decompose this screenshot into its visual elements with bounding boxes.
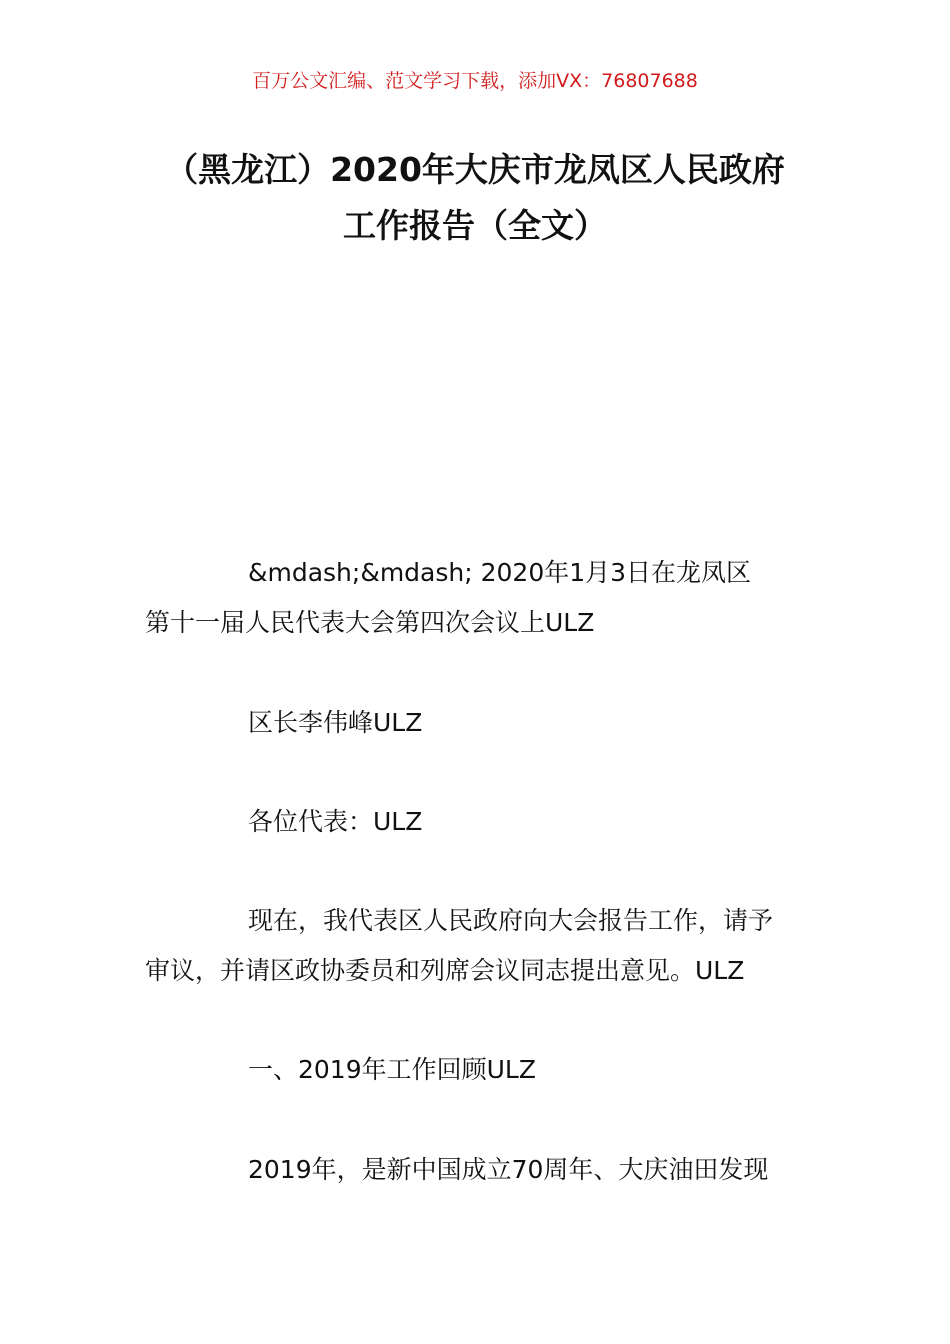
paragraph-line: &mdash;&mdash; 2020年1月3日在龙凤区 [248, 558, 752, 587]
paragraph-line: 第十一届人民代表大会第四次会议上ULZ [145, 608, 595, 637]
promo-header-note: 百万公文汇编、范文学习下载，添加VX：76807688 [252, 70, 698, 92]
paragraph-salutation [145, 797, 810, 847]
paragraph-line: 现在，我代表区人民政府向大会报告工作，请予 [248, 906, 774, 935]
paragraph-speaker [145, 698, 810, 748]
paragraph-review [145, 1145, 810, 1195]
title-line-1: （黑龙江）2020年大庆市龙凤区人民政府 [165, 150, 785, 189]
section-heading [145, 1045, 810, 1095]
paragraph-line: 各位代表：ULZ [248, 807, 423, 836]
paragraph-line: 2019年，是新中国成立70周年、大庆油田发现 [248, 1155, 769, 1184]
paragraph-intro [145, 896, 810, 996]
paragraph-line: 审议，并请区政协委员和列席会议同志提出意见。ULZ [145, 956, 745, 985]
title-line-2: 工作报告（全文） [343, 206, 607, 245]
document-title [0, 142, 950, 254]
paragraph-dateline [145, 548, 810, 648]
paragraph-line: 一、2019年工作回顾ULZ [248, 1055, 536, 1084]
paragraph-line: 区长李伟峰ULZ [248, 708, 423, 737]
